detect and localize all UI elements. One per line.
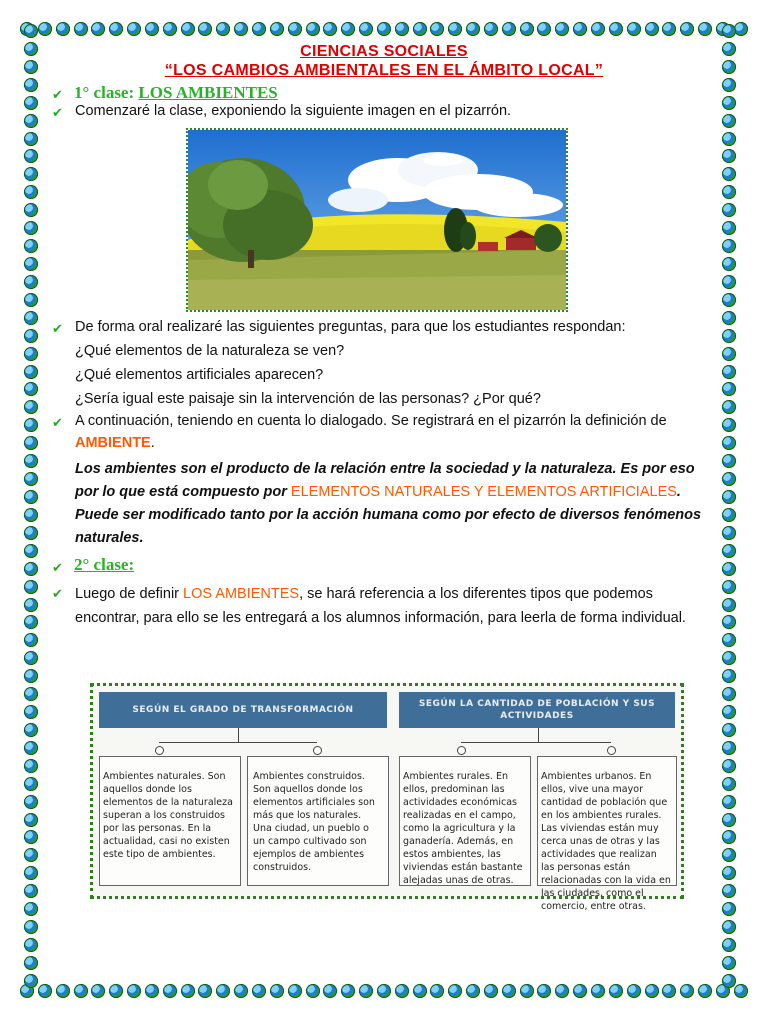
globe-border-icon <box>722 418 736 432</box>
globe-border-icon <box>722 562 736 576</box>
globe-border-icon <box>722 203 736 217</box>
globe-border-icon <box>722 293 736 307</box>
globe-border-icon <box>537 22 551 36</box>
globe-border-icon <box>680 984 694 998</box>
globe-border-icon <box>627 22 641 36</box>
globe-border-icon <box>520 22 534 36</box>
class1-intro: Comenzaré la clase, exponiendo la siguiente imagen en el pizarrón. <box>75 103 512 119</box>
border-bottom <box>20 984 748 1006</box>
globe-border-icon <box>722 400 736 414</box>
globe-border-icon <box>722 777 736 791</box>
globe-border-icon <box>216 22 230 36</box>
globe-border-icon <box>163 984 177 998</box>
globe-border-icon <box>24 974 38 988</box>
globe-border-icon <box>722 723 736 737</box>
globe-border-icon <box>722 687 736 701</box>
globe-border-icon <box>74 22 88 36</box>
globe-border-icon <box>24 633 38 647</box>
globe-border-icon <box>430 22 444 36</box>
globe-border-icon <box>722 615 736 629</box>
globe-border-icon <box>24 705 38 719</box>
globe-border-icon <box>722 221 736 235</box>
definition-part2: . Puede ser modificado tanto por la acción humana como por efecto de diversos fenómenos naturales. <box>75 484 702 546</box>
globe-border-icon <box>466 22 480 36</box>
globe-border-icon <box>722 472 736 486</box>
globe-border-icon <box>24 472 38 486</box>
globe-border-icon <box>56 22 70 36</box>
globe-border-icon <box>413 984 427 998</box>
globe-border-icon <box>24 759 38 773</box>
globe-border-icon <box>24 96 38 110</box>
globe-border-icon <box>698 984 712 998</box>
globe-border-icon <box>24 777 38 791</box>
globe-border-icon <box>234 984 248 998</box>
globe-border-icon <box>395 984 409 998</box>
question-3: ¿Sería igual este paisaje sin la intervención de las personas? ¿Por qué? <box>75 391 541 407</box>
topic-title: “LOS CAMBIOS AMBIENTALES EN EL ÁMBITO LOCAL” <box>164 62 604 79</box>
globe-border-icon <box>722 974 736 988</box>
globe-border-icon <box>722 598 736 612</box>
class1-heading <box>74 83 278 103</box>
class1-label: 1° clase: <box>74 83 135 102</box>
globe-border-icon <box>24 203 38 217</box>
globe-border-icon <box>609 22 623 36</box>
globe-border-icon <box>555 22 569 36</box>
class2-lead: Luego de definir <box>75 586 179 602</box>
globe-border-icon <box>163 22 177 36</box>
globe-border-icon <box>145 22 159 36</box>
globe-border-icon <box>198 984 212 998</box>
question-1: ¿Qué elementos de la naturaleza se ven? <box>75 343 345 359</box>
globe-border-icon <box>722 454 736 468</box>
diagram-right-header: SEGÚN LA CANTIDAD DE POBLACIÓN Y SUS ACTIVIDADES <box>399 692 675 728</box>
globe-border-icon <box>24 544 38 558</box>
globe-border-icon <box>722 311 736 325</box>
globe-border-icon <box>722 436 736 450</box>
globe-border-icon <box>722 382 736 396</box>
globe-border-icon <box>198 22 212 36</box>
globe-border-icon <box>722 347 736 361</box>
globe-border-icon <box>722 239 736 253</box>
globe-border-icon <box>24 400 38 414</box>
globe-border-icon <box>24 239 38 253</box>
globe-border-icon <box>181 984 195 998</box>
globe-border-icon <box>24 562 38 576</box>
class2-heading <box>74 555 134 575</box>
globe-border-icon <box>722 938 736 952</box>
globe-border-icon <box>24 830 38 844</box>
globe-border-icon <box>323 984 337 998</box>
globe-border-icon <box>145 984 159 998</box>
globe-border-icon <box>722 956 736 970</box>
globe-border-icon <box>395 22 409 36</box>
globe-border-icon <box>24 956 38 970</box>
globe-border-icon <box>722 132 736 146</box>
globe-border-icon <box>645 984 659 998</box>
check-icon: ✔ <box>52 88 63 103</box>
globe-border-icon <box>181 22 195 36</box>
globe-border-icon <box>722 365 736 379</box>
globe-border-icon <box>24 221 38 235</box>
globe-border-icon <box>288 984 302 998</box>
globe-border-icon <box>341 22 355 36</box>
globe-border-icon <box>722 544 736 558</box>
connector-dot <box>457 746 466 755</box>
globe-border-icon <box>722 705 736 719</box>
globe-border-icon <box>24 598 38 612</box>
text-urbanos: Ambientes urbanos. En ellos, vive una mayor cantidad de población que en los ambientes rurales. Las viviendas están muy cerca unas de otras y las actividades que realizan las personas están relacionadas con la vida en las ciudades, como el comercio, entre otras. <box>541 771 671 912</box>
globe-border-icon <box>609 984 623 998</box>
class2-term: LOS AMBIENTES <box>183 586 300 602</box>
globe-border-icon <box>722 759 736 773</box>
connector-line <box>461 742 611 743</box>
globe-border-icon <box>24 275 38 289</box>
globe-border-icon <box>502 984 516 998</box>
subject-title: CIENCIAS SOCIALES <box>300 43 468 60</box>
class2-rest: , se hará referencia a los diferentes tipos que podemos encontrar, para ello se les entregará a los alumnos información, para leerla de forma individual. <box>75 586 686 626</box>
border-right <box>722 24 744 988</box>
definition-highlight: ELEMENTOS NATURALES Y ELEMENTOS ARTIFICIALES <box>290 484 677 500</box>
globe-border-icon <box>24 329 38 343</box>
globe-border-icon <box>24 185 38 199</box>
globe-border-icon <box>377 984 391 998</box>
globe-border-icon <box>722 185 736 199</box>
check-icon: ✔ <box>52 587 63 602</box>
globe-border-icon <box>24 149 38 163</box>
globe-border-icon <box>722 526 736 540</box>
globe-border-icon <box>722 149 736 163</box>
globe-border-icon <box>484 22 498 36</box>
globe-border-icon <box>722 257 736 271</box>
globe-border-icon <box>74 984 88 998</box>
globe-border-icon <box>722 866 736 880</box>
globe-border-icon <box>24 866 38 880</box>
globe-border-icon <box>722 902 736 916</box>
globe-border-icon <box>24 454 38 468</box>
globe-border-icon <box>573 984 587 998</box>
text-construidos: Ambientes construidos. Son aquellos donde los elementos artificiales son más que los naturales. Una ciudad, un pueblo o un campo cultivado son ejemplos de ambientes construidos. <box>253 771 375 873</box>
definition-part1: Los ambientes son el producto de la relación entre la sociedad y la naturaleza. Es por eso por lo que está compuesto por <box>75 461 695 500</box>
globe-border-icon <box>555 984 569 998</box>
globe-border-icon <box>722 275 736 289</box>
connector-line <box>238 728 239 742</box>
globe-border-icon <box>359 22 373 36</box>
globe-border-icon <box>722 813 736 827</box>
connector-dot <box>607 746 616 755</box>
globe-border-icon <box>722 167 736 181</box>
globe-border-icon <box>91 984 105 998</box>
globe-border-icon <box>24 884 38 898</box>
globe-border-icon <box>430 984 444 998</box>
text-natural: Ambientes naturales. Son aquellos donde los elementos de la naturaleza superan a los construidos por las personas. En la actualidad, casi no existen este tipo de ambientes. <box>103 771 233 860</box>
connector-dot <box>313 746 322 755</box>
globe-border-icon <box>24 848 38 862</box>
globe-border-icon <box>722 96 736 110</box>
environment-types-diagram <box>90 683 684 912</box>
globe-border-icon <box>591 984 605 998</box>
globe-border-icon <box>270 22 284 36</box>
globe-border-icon <box>722 848 736 862</box>
globe-border-icon <box>722 329 736 343</box>
globe-border-icon <box>722 741 736 755</box>
globe-border-icon <box>216 984 230 998</box>
globe-border-icon <box>24 741 38 755</box>
globe-border-icon <box>24 132 38 146</box>
globe-border-icon <box>24 580 38 594</box>
globe-border-icon <box>24 257 38 271</box>
globe-border-icon <box>127 984 141 998</box>
globe-border-icon <box>234 22 248 36</box>
globe-border-icon <box>722 24 736 38</box>
globe-border-icon <box>359 984 373 998</box>
check-icon: ✔ <box>52 322 63 337</box>
definition-lead: A continuación, teniendo en cuenta lo dialogado. Se registrará en el pizarrón la definición de <box>75 413 667 429</box>
globe-border-icon <box>127 22 141 36</box>
globe-border-icon <box>448 22 462 36</box>
globe-border-icon <box>109 984 123 998</box>
globe-border-icon <box>24 347 38 361</box>
globe-border-icon <box>91 22 105 36</box>
globe-border-icon <box>537 984 551 998</box>
globe-border-icon <box>645 22 659 36</box>
globe-border-icon <box>24 651 38 665</box>
definition-term: AMBIENTE. <box>75 435 155 451</box>
globe-border-icon <box>722 114 736 128</box>
globe-border-icon <box>722 633 736 647</box>
globe-border-icon <box>662 22 676 36</box>
globe-border-icon <box>56 984 70 998</box>
globe-border-icon <box>722 490 736 504</box>
landscape-image <box>186 128 568 312</box>
globe-border-icon <box>377 22 391 36</box>
globe-border-icon <box>252 22 266 36</box>
border-top <box>20 22 748 44</box>
connector-line <box>159 742 317 743</box>
globe-border-icon <box>722 884 736 898</box>
globe-border-icon <box>24 526 38 540</box>
class2-paragraph <box>75 582 720 630</box>
globe-border-icon <box>24 795 38 809</box>
globe-border-icon <box>109 22 123 36</box>
globe-border-icon <box>698 22 712 36</box>
class1-title: LOS AMBIENTES <box>138 83 278 102</box>
text-rurales: Ambientes rurales. En ellos, predominan las actividades económicas realizadas en el campo, como la agricultura y la ganadería. Además, en estos ambientes, las viviendas están bastante alejadas unas de otras. <box>403 771 523 886</box>
globe-border-icon <box>306 22 320 36</box>
globe-border-icon <box>591 22 605 36</box>
globe-border-icon <box>24 382 38 396</box>
globe-border-icon <box>448 984 462 998</box>
globe-border-icon <box>24 114 38 128</box>
diagram-left-header: SEGÚN EL GRADO DE TRANSFORMACIÓN <box>99 692 387 728</box>
globe-border-icon <box>252 984 266 998</box>
globe-border-icon <box>24 365 38 379</box>
globe-border-icon <box>680 22 694 36</box>
globe-border-icon <box>288 22 302 36</box>
globe-border-icon <box>24 311 38 325</box>
globe-border-icon <box>722 830 736 844</box>
globe-border-icon <box>627 984 641 998</box>
globe-border-icon <box>722 580 736 594</box>
globe-border-icon <box>270 984 284 998</box>
globe-border-icon <box>323 22 337 36</box>
globe-border-icon <box>722 508 736 522</box>
globe-border-icon <box>722 669 736 683</box>
globe-border-icon <box>24 490 38 504</box>
globe-border-icon <box>24 167 38 181</box>
globe-border-icon <box>466 984 480 998</box>
globe-border-icon <box>573 22 587 36</box>
globe-border-icon <box>662 984 676 998</box>
globe-border-icon <box>24 723 38 737</box>
globe-border-icon <box>484 984 498 998</box>
questions-lead: De forma oral realizaré las siguientes preguntas, para que los estudiantes respondan: <box>75 319 626 335</box>
globe-border-icon <box>722 920 736 934</box>
globe-border-icon <box>306 984 320 998</box>
question-2: ¿Qué elementos artificiales aparecen? <box>75 367 324 383</box>
globe-border-icon <box>24 920 38 934</box>
check-icon: ✔ <box>52 416 63 431</box>
globe-border-icon <box>24 293 38 307</box>
globe-border-icon <box>24 938 38 952</box>
globe-border-icon <box>24 436 38 450</box>
globe-border-icon <box>24 508 38 522</box>
globe-border-icon <box>24 24 38 38</box>
globe-border-icon <box>24 813 38 827</box>
globe-border-icon <box>24 687 38 701</box>
globe-border-icon <box>24 669 38 683</box>
globe-border-icon <box>722 651 736 665</box>
globe-border-icon <box>24 902 38 916</box>
globe-border-icon <box>502 22 516 36</box>
check-icon: ✔ <box>52 106 63 121</box>
connector-line <box>538 728 539 742</box>
check-icon: ✔ <box>52 561 63 576</box>
globe-border-icon <box>341 984 355 998</box>
definition-term-text: AMBIENTE <box>75 435 151 451</box>
connector-dot <box>155 746 164 755</box>
border-left <box>24 24 46 988</box>
class2-label: 2° clase: <box>74 555 135 574</box>
globe-border-icon <box>722 795 736 809</box>
globe-border-icon <box>24 418 38 432</box>
globe-border-icon <box>413 22 427 36</box>
globe-border-icon <box>520 984 534 998</box>
globe-border-icon <box>24 615 38 629</box>
definition-paragraph <box>75 458 715 550</box>
